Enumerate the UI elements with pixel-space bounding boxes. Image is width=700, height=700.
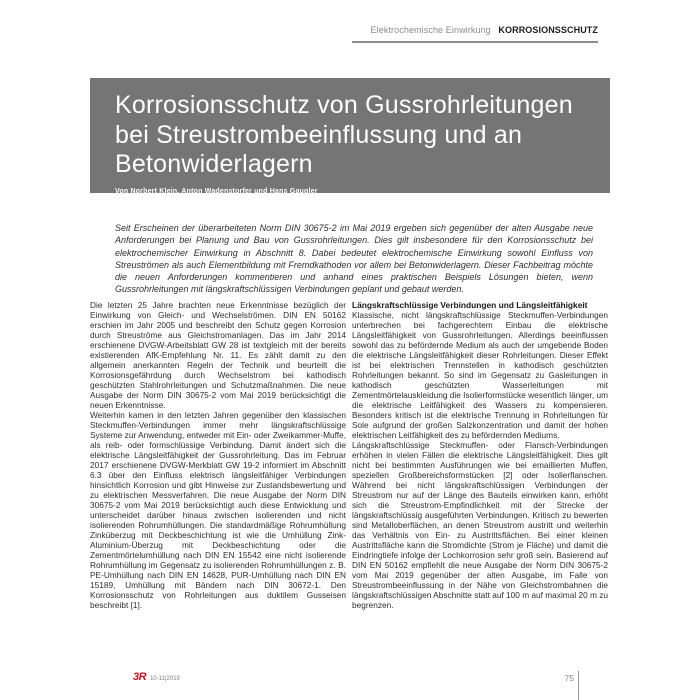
- issue-label: 10-11|2019: [150, 676, 180, 682]
- body-column-left: [90, 300, 346, 610]
- running-head-section: KORROSIONSSCHUTZ: [498, 25, 598, 35]
- running-head-rubric: Elektrochemische Einwirkung: [370, 25, 491, 35]
- right-paragraph-1: Klassische, nicht längskraftschlüssige Steckmuffen-Verbindungen unterbrechen bei fachgerechtem Einbau die elektrische Längsleitfähigkeit von Gussrohrleitungen. Allerdings beeinflussen sowohl das zu befördernde Medium als auch der umgebende Boden die elektrische Längsleitfähigkeit dieser Rohrleitungen. Dieser Effekt ist bei elektrischen Trennstellen in kathodisch geschützten Rohrleitungen bekannt. So sind im Gegensatz zu Gasleitungen in kathodisch geschützten Wasserleitungen mit Zementmörtelauskleidung die Isolierformstücke wesentlich länger, um die elektrische Leitfähigkeit des Wassers zu kompensieren. Besonders kritisch ist die elektrische Trennung in Rohrleitungen für Sole aufgrund der großen Salzkonzentration und damit der hohen elektrischen Leitfähigkeit des zu befördernden Mediums.: [352, 310, 608, 440]
- page-number-rule: [578, 671, 579, 700]
- article-abstract: Seit Erscheinen der überarbeiteten Norm DIN 30675-2 im Mai 2019 ergeben sich gegenüber der alten Ausgabe neue Anforderungen bei Planung und Bau von Gussrohrleitungen. Dies gilt insbesondere für den Korrosionsschutz bei elektrochemischer Einwirkung in Abschnitt 8. Dabei bedeutet elektrochemische Einwirkung sowohl Einfluss von Streuströmen als auch Elementbildung mit Fremdkathoden vor allem bei Betonwiderlagern. Dieser Fachbeitrag möchte die neuen Anforderungen kommentieren und anhand eines praktischen Beispiels Lösungen bieten, wenn Gussrohrleitungen mit längskraftschlüssigen Verbindungen geplant und gebaut werden.: [115, 223, 593, 295]
- left-paragraph-2: Weiterhin kamen in den letzten Jahren gegenüber den klassischen Steckmuffen-Verbindungen immer mehr längskraftschlüssige Systeme zur Anwendung, entweder mit Ein- oder Zweikammer-Muffe, als reib- oder formschlüssige Verbindung. Damit ändert sich die elektrische Längsleitfähigkeit der Gussrohrleitung. Das im Februar 2017 erschienene DVGW-Merkblatt GW 19-2 informiert im Abschnitt 6.3 über den Einfluss elektrisch längsleitfähiger Verbindungen hinsichtlich Korrosion und gibt Hinweise zur Zustandsbewertung und zu elektrischen Messverfahren. Die neue Ausgabe der Norm DIN 30675-2 vom Mai 2019 berücksichtigt auch diese Entwicklung und unterscheidet darüber hinaus zwischen isolierenden und nicht isolierenden Rohrumhüllungen. Die standardmäßige Rohrumhüllung Zinküberzug mit Deckbeschichtung ist wie die Umhüllung Zink-Aluminium-Überzug mit Deckbeschichtung oder die Zementmörtelumhüllung nach DIN EN 15542 eine nicht isolierende Rohrumhüllung im Gegensatz zu isolierenden Rohrumhüllungen z. B. PE-Umhüllung nach DIN EN 14628, PUR-Umhüllung nach DIN EN 15189, Umhüllung mit Bändern nach DIN 30672-1. Den Korrosionsschutz von Rohrleitungen aus duktilem Gusseisen beschreibt [1].: [90, 410, 346, 610]
- page-number: 75: [564, 673, 574, 683]
- running-head-rule: [352, 41, 598, 43]
- right-paragraph-2: Längskraftschlüssige Steckmuffen- oder Flansch-Verbindungen erhöhen in vielen Fällen die elektrische Längsleitfähigkeit. Dies gilt nicht bei bestimmten Ausführungen wie bei emaillierten Muffen, speziellen Großbereichsformstücken [2] oder Isolierflanschen. Während bei nicht längskraftschlüssigen Verbindungen der Streustrom nur auf der Länge des Bauteils einwirken kann, erhöht sich die Streustrom-Empfindlichkeit mit der Strecke der längskraftschlüssig ausgeführten Verbindungen. Kritisch zu bewerten sind Metalloberflächen, an denen Streustrom austritt und weiterhin das Verhältnis von Ein- zu Austrittsflächen. Bei einer kleinen Austrittsfläche kann die Stromdichte (Strom je Fläche) und damit die Eindringtiefe infolge der Lochkorrosion sehr groß sein. Basierend auf DIN EN 50162 empfiehlt die neue Ausgabe der Norm DIN 30675-2 vom Mai 2019 gegenüber der alten Ausgabe, im Falle von Streustrombeeinflussung in der Nähe von Gleichstrombahnen die längskraftschlüssigen Abschnitte statt auf 100 m auf maximal 20 m zu begrenzen.: [352, 440, 608, 610]
- left-paragraph-1: Die letzten 25 Jahre brachten neue Erkenntnisse bezüglich der Einwirkung von Gleich- und Wechselströmen. DIN EN 50162 erschien im Jahr 2005 und beschreibt den Schutz gegen Korrosion durch Streuströme aus Gleichstromanlagen. Das im Jahr 2014 erschienene DVGW-Arbeitsblatt GW 28 ist textgleich mit der bereits existierenden AfK-Empfehlung Nr. 11. Es zählt damit zu den allgemein anerkannten Regeln der Technik und beurteilt die Korrosionsgefährdung durch Wechselstrom bei kathodisch geschützten Stahlrohrleitungen und Schutzmaßnahmen. Die neue Ausgabe der Norm DIN 30675-2 vom Mai 2019 berücksichtigt die neuen Erkenntnisse.: [90, 300, 346, 410]
- section-heading: Längskraftschlüssige Verbindungen und Längsleitfähigkeit: [352, 300, 588, 310]
- footer-journal-info: [133, 671, 180, 683]
- 3r-journal-logo: 3R: [133, 671, 147, 683]
- running-head: [352, 25, 598, 35]
- article-byline: Von Norbert Klein, Anton Wadenstorfer und Hans Gaugler: [115, 187, 318, 195]
- article-title: Korrosionsschutz von Gussrohrleitungen bei Streustrombeeinflussung und an Betonwiderlagern: [115, 91, 573, 178]
- body-column-right: [352, 300, 608, 610]
- title-block: [90, 78, 610, 193]
